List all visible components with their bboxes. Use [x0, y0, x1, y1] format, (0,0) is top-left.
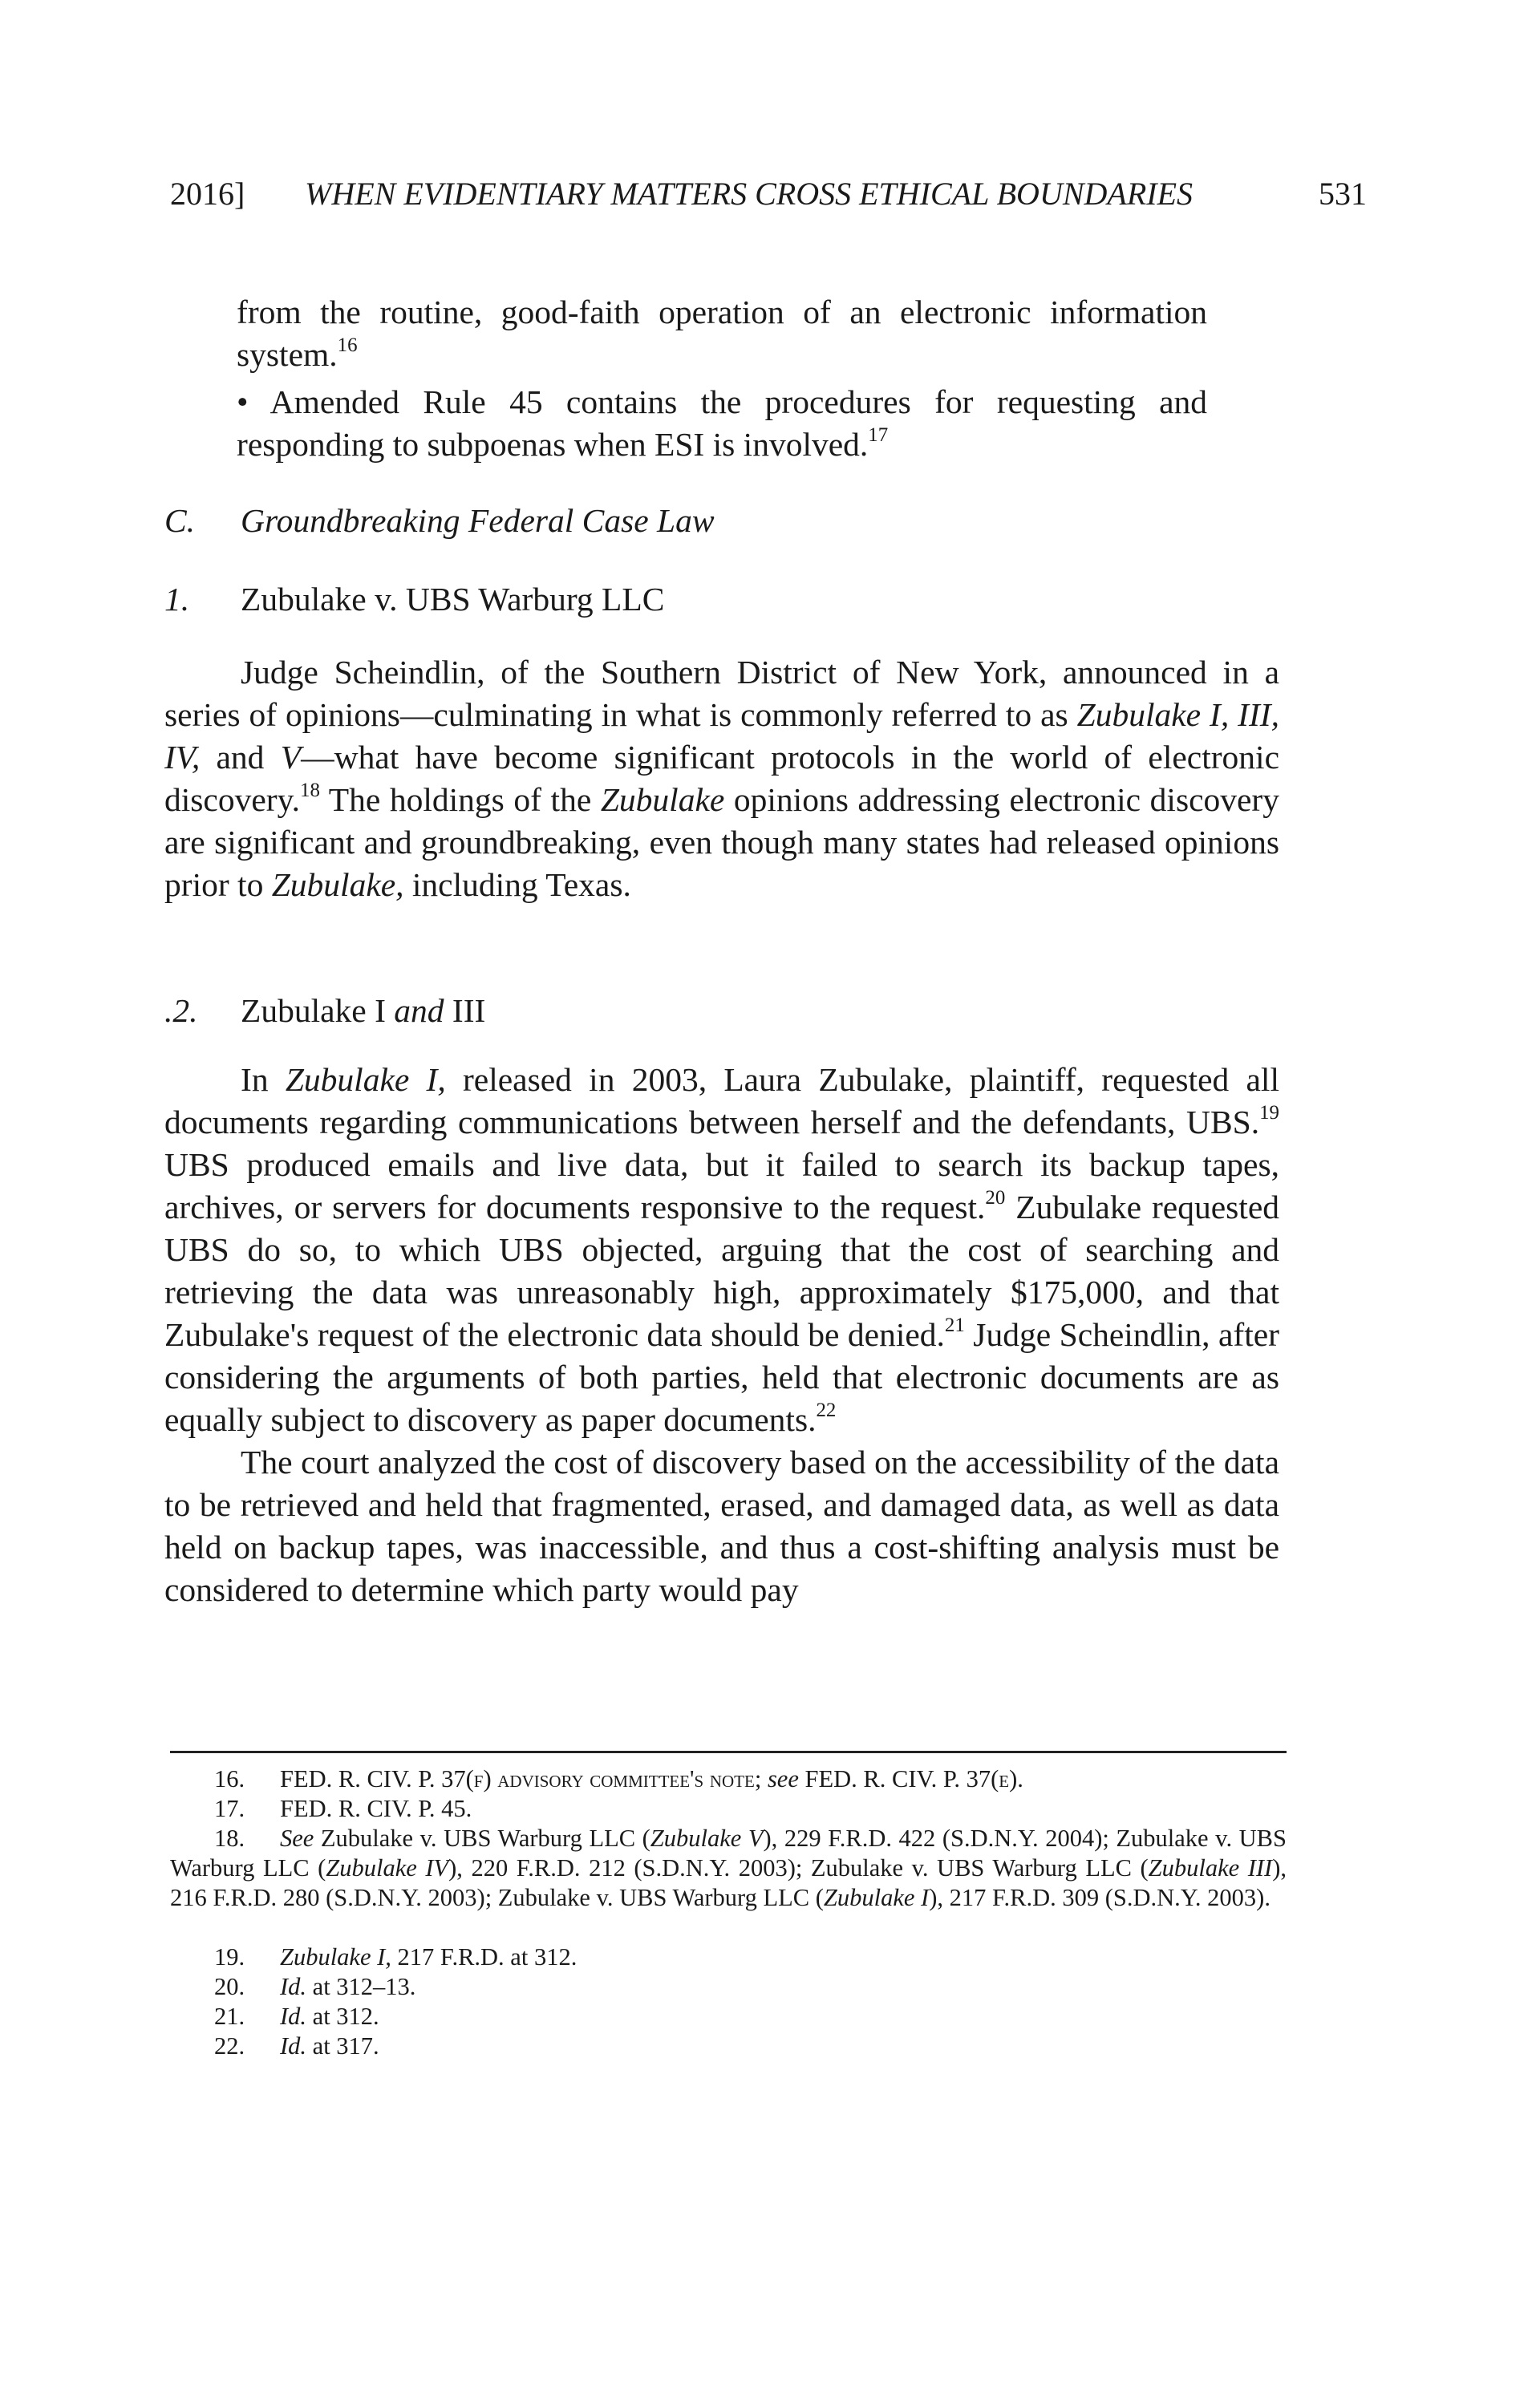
- fn18-s3: Zubulake V: [650, 1825, 764, 1852]
- p1-run-e: —what have become significant protocols in the world of electronic discovery.: [164, 739, 1280, 818]
- p2-run-e: Zubulake requested UBS do so, to which UBS objected, arguing that the cost of searching and retrieving the data was unreasonably high, approximately $175,000, and that Zubulake's request of the electronic data should be denied.: [164, 1189, 1279, 1353]
- section-2-title: [241, 990, 485, 1032]
- fn18-s4: ), 229 F.R.D. 422 (S.D.N.Y. 2004); Zubulake v. UBS Warburg LLC (: [170, 1825, 1287, 1882]
- section-c-label: C.: [164, 502, 196, 539]
- paragraph-2-3-group: [164, 1059, 1279, 1611]
- footnote-21: [170, 2002, 1287, 2032]
- intro-block: [237, 291, 1207, 466]
- intro-continuation: [237, 291, 1207, 376]
- footnote-16-text-a: FED. R. CIV. P. 37(f) advisory committee's note;: [280, 1765, 768, 1792]
- footnote-18-number: 18.: [214, 1825, 245, 1852]
- bullet-item-rule-45: [237, 381, 1207, 466]
- p2-run-b: Zubulake I,: [285, 1061, 446, 1098]
- fn18-s7: Zubulake III: [1148, 1854, 1273, 1882]
- section-2-label: .2.: [164, 992, 198, 1029]
- fn18-s9: Zubulake I: [823, 1884, 930, 1911]
- section-1-title: Zubulake v. UBS Warburg LLC: [241, 581, 665, 618]
- footnote-19-number: 19.: [214, 1943, 245, 1971]
- footnote-22: [170, 2032, 1287, 2061]
- fn18-s8: ), 216 F.R.D. 280 (S.D.N.Y. 2003); Zubulake v. UBS Warburg LLC (: [170, 1854, 1287, 1911]
- footnote-22-number: 22.: [214, 2032, 245, 2060]
- section-1-label: 1.: [164, 581, 190, 618]
- p2-run-a: In: [241, 1061, 286, 1098]
- footnote-18-text: [170, 1824, 1287, 1913]
- page-number: 531: [1319, 176, 1367, 212]
- footnote-20-text-a: Id.: [280, 1973, 307, 2000]
- footnote-18: [170, 1824, 1287, 1913]
- fn18-s6: ), 220 F.R.D. 212 (S.D.N.Y. 2003); Zubulake v. UBS Warburg LLC (: [448, 1854, 1149, 1882]
- p1-run-a: Judge Scheindlin, of the Southern District of New York, announced in a series of opinions—culminating in what is commonly referred to as: [164, 654, 1279, 733]
- footnote-ref-22[interactable]: 22: [816, 1400, 837, 1422]
- section-c-title: Groundbreaking Federal Case Law: [241, 502, 715, 539]
- bullet-text: • Amended Rule 45 contains the procedures for requesting and responding to subpoenas when ESI is involved.: [237, 383, 1207, 463]
- footnote-20-text-b: at 312–13.: [306, 1973, 416, 2000]
- footnote-ref-19[interactable]: 19: [1259, 1102, 1279, 1124]
- paragraph-3-text: The court analyzed the cost of discovery based on the accessibility of the data to be retrieved and held that fragmented, erased, and damaged data, as well as data held on backup tapes, was inaccessible, and thus a cost-shifting analysis must be considered to determine which party would pay: [164, 1444, 1279, 1608]
- footnote-19-text-a: Zubulake I,: [280, 1943, 391, 1971]
- fn18-s5: Zubulake IV: [326, 1854, 449, 1882]
- footnote-22-text-a: Id.: [280, 2032, 307, 2060]
- footnote-20: [170, 1972, 1287, 2002]
- footnote-separator: [170, 1751, 1287, 1753]
- footnote-16-text-b: see: [767, 1765, 799, 1792]
- footnote-19-text-b: 217 F.R.D. at 312.: [391, 1943, 578, 1971]
- paragraph-2-text: [164, 1059, 1279, 1441]
- footnote-ref-17[interactable]: 17: [868, 424, 889, 447]
- footnote-ref-21[interactable]: 21: [944, 1314, 965, 1337]
- footnote-19: [170, 1942, 1287, 1972]
- paragraph-1: [164, 651, 1279, 906]
- p1-run-b: Zubulake I, III, IV,: [164, 696, 1279, 776]
- p1-run-c: and: [200, 739, 281, 776]
- footnote-21-text-b: at 312.: [306, 2003, 379, 2030]
- footnote-20-number: 20.: [214, 1973, 245, 2000]
- footnote-21-number: 21.: [214, 2003, 245, 2030]
- header-title: WHEN EVIDENTIARY MATTERS CROSS ETHICAL BOUNDARIES: [305, 176, 1194, 212]
- paragraph-1-text: [164, 651, 1279, 906]
- header-year: 2016]: [170, 176, 245, 212]
- p1-run-i: Zubulake,: [271, 866, 404, 903]
- p1-run-d: V: [280, 739, 302, 776]
- fn18-s1: See: [280, 1825, 314, 1852]
- footnote-ref-20[interactable]: 20: [985, 1187, 1006, 1209]
- section-2-title-a: Zubulake I: [241, 992, 395, 1029]
- fn18-s10: ), 217 F.R.D. 309 (S.D.N.Y. 2003).: [929, 1884, 1270, 1911]
- p1-run-g: Zubulake: [600, 781, 725, 818]
- intro-text: from the routine, good-faith operation of an electronic information system.: [237, 294, 1207, 373]
- footnote-21-text-a: Id.: [280, 2003, 307, 2030]
- footnote-16-number: 16.: [214, 1765, 245, 1792]
- section-2-title-b: and: [394, 992, 444, 1029]
- section-2-title-c: III: [444, 992, 486, 1029]
- footnote-ref-16[interactable]: 16: [337, 334, 358, 357]
- p1-run-h: opinions addressing electronic discovery are significant and groundbreaking, even though many states had released opinions prior to: [164, 781, 1280, 903]
- footnote-ref-18[interactable]: 18: [300, 780, 320, 802]
- footnote-17: [170, 1794, 1287, 1824]
- footnote-16-text-c: FED. R. CIV. P. 37(e).: [798, 1765, 1023, 1792]
- p2-run-d: UBS produced emails and live data, but it failed to search its backup tapes, archives, or servers for documents responsive to the request.: [164, 1146, 1279, 1225]
- p1-run-j: including Texas.: [403, 866, 631, 903]
- footnote-22-text-b: at 317.: [306, 2032, 379, 2060]
- p2-run-c: released in 2003, Laura Zubulake, plaintiff, requested all documents regarding communications between herself and the defendants, UBS.: [164, 1061, 1279, 1140]
- p2-run-f: Judge Scheindlin, after considering the arguments of both parties, held that electronic documents are as equally subject to discovery as paper documents.: [164, 1316, 1279, 1438]
- footnote-17-number: 17.: [214, 1795, 245, 1822]
- running-head: [170, 170, 1367, 218]
- p1-run-f: The holdings of the: [319, 781, 601, 818]
- footnote-16: [170, 1764, 1287, 1794]
- footnote-17-text: FED. R. CIV. P. 45.: [280, 1795, 472, 1822]
- fn18-s2: Zubulake v. UBS Warburg LLC (: [314, 1825, 650, 1852]
